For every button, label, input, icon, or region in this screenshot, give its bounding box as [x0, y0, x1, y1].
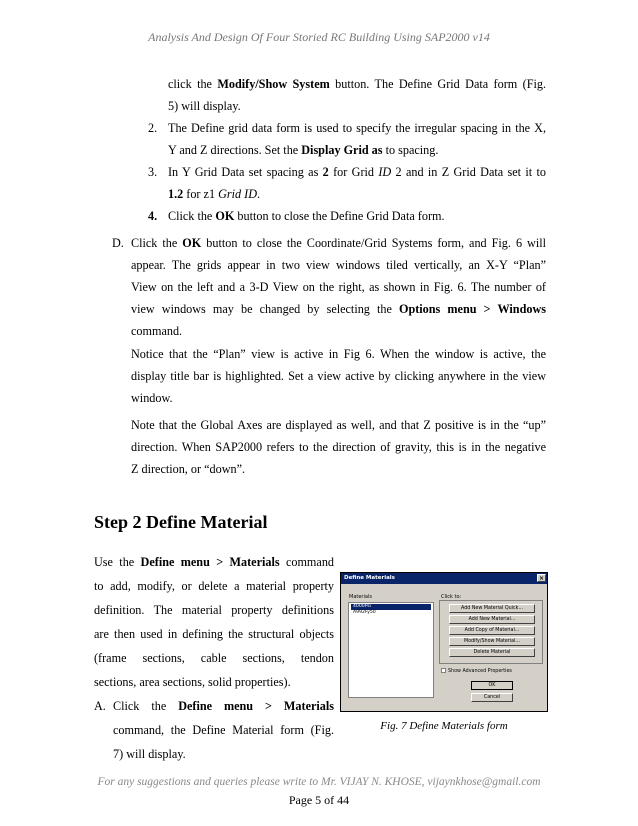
item-d-line-4: view windows may be changed by selecting the Options menu > Windows	[131, 302, 546, 316]
delete-material-button[interactable]: Delete Material	[449, 648, 535, 657]
modify-show-material-button[interactable]: Modify/Show Material...	[449, 637, 535, 646]
running-header: Analysis And Design Of Four Storied RC Building Using SAP2000 v14	[148, 30, 490, 44]
note-1-line-2: display title bar is highlighted. Set a view active by clicking anywhere in the view	[131, 369, 546, 383]
note-2-paragraph	[131, 414, 546, 480]
close-icon[interactable]: ×	[538, 575, 545, 582]
note-2-line-3: Z direction, or “down”.	[131, 462, 246, 476]
step-2-line-4: are then used in defining the structural objects	[94, 627, 334, 641]
material-item-a992fy50[interactable]: A992Fy50	[353, 610, 376, 615]
note-2-line-1: Note that the Global Axes are displayed as well, and that Z positive is in the “up”	[131, 418, 546, 432]
material-item-4000psi[interactable]: 4000Psi	[351, 604, 431, 610]
define-materials-term: Define menu > Materials	[140, 555, 280, 569]
item-a-paragraph	[113, 694, 334, 766]
dialog-title: Define Materials	[344, 575, 395, 581]
show-advanced-properties-checkbox[interactable]	[441, 668, 512, 674]
item-4-paragraph	[168, 205, 546, 227]
item-3-number: 3.	[148, 165, 158, 179]
item-2-line-1: The Define grid data form is used to specify the irregular spacing in the X,	[168, 121, 546, 135]
note-2-line-2: direction. When SAP2000 refers to the direction of gravity, this is in the negative	[131, 440, 546, 454]
modify-show-system-term: Modify/Show System	[217, 77, 330, 91]
step-2-line-3: definition. The material property definitions	[94, 603, 334, 617]
step-2-line-6: sections, area sections, solid properties).	[94, 675, 291, 689]
item-2-number: 2.	[148, 121, 158, 135]
item-2-paragraph	[168, 117, 546, 161]
page-number: Page 5 of 44	[288, 793, 350, 807]
materials-list[interactable]	[348, 602, 434, 698]
add-new-material-button[interactable]: Add New Material...	[449, 615, 535, 624]
item-4-number: 4.	[148, 209, 158, 223]
display-grid-as-term: Display Grid as	[301, 143, 383, 157]
item-2-line-2: Y and Z directions. Set the Display Grid as to spacing.	[168, 143, 439, 157]
checkbox-label: Show Advanced Properties	[448, 669, 512, 674]
click-to-label: Click to:	[441, 594, 462, 600]
cancel-button[interactable]: Cancel	[471, 693, 513, 702]
item-3-paragraph	[168, 161, 546, 205]
section-heading: Step 2 Define Material	[94, 512, 268, 532]
item-d-line-1: Click the OK button to close the Coordinate/Grid Systems form, and Fig. 6 will	[131, 236, 547, 250]
add-new-material-quick-button[interactable]: Add New Material Quick...	[449, 604, 535, 613]
ok-button[interactable]: OK	[471, 681, 513, 690]
define-materials-dialog	[340, 572, 548, 712]
item-a-line-1: Click the Define menu > Materials	[113, 699, 334, 713]
item-d-line-2: appear. The grids appear in two view windows tiled vertically, an X-Y “Plan”	[131, 258, 546, 272]
item-a-label: A.	[94, 699, 106, 713]
figure-caption: Fig. 7 Define Materials form	[380, 720, 508, 732]
options-windows-term: Options menu > Windows	[398, 302, 546, 316]
step-2-line-1: Use the Define menu > Materials command	[94, 555, 335, 569]
note-1-line-1: Notice that the “Plan” view is active in Fig 6. When the window is active, the	[131, 347, 546, 361]
materials-label: Materials	[349, 594, 372, 600]
item-a-line-2: command, the Define Material form (Fig.	[113, 723, 334, 737]
step-2-line-2: to add, modify, or delete a material property	[94, 579, 334, 593]
note-1-paragraph	[131, 343, 546, 409]
checkbox-box[interactable]	[441, 668, 446, 673]
note-1-line-3: window.	[131, 391, 173, 405]
intro-line-1: click the Modify/Show System button. The Define Grid Data form (Fig.	[168, 77, 547, 91]
step-2-line-5: (frame sections, cable sections, tendon	[94, 651, 334, 665]
footer-note: For any suggestions and queries please write to Mr. VIJAY N. KHOSE, vijaynkhose@gmail.com	[97, 776, 541, 788]
item-d-label: D.	[112, 236, 124, 250]
item-4-line: Click the OK button to close the Define Grid Data form.	[168, 209, 445, 223]
add-copy-of-material-button[interactable]: Add Copy of Material...	[449, 626, 535, 635]
item-3-line-1: In Y Grid Data set spacing as 2 for Grid ID 2 and in Z Grid Data set it to	[168, 165, 546, 179]
intro-line-2: 5) will display.	[168, 99, 241, 113]
intro-paragraph	[168, 73, 546, 117]
item-d-line-5: command.	[131, 324, 183, 338]
dialog-titlebar	[341, 573, 547, 584]
step-2-paragraph	[94, 550, 334, 694]
item-3-line-2: 1.2 for z1 Grid ID.	[168, 187, 261, 201]
item-d-line-3: View on the left and a 3-D View on the right, as shown in Fig. 6. The number of	[131, 280, 546, 294]
item-d-paragraph	[131, 232, 546, 342]
item-a-line-3: 7) will display.	[113, 747, 186, 761]
